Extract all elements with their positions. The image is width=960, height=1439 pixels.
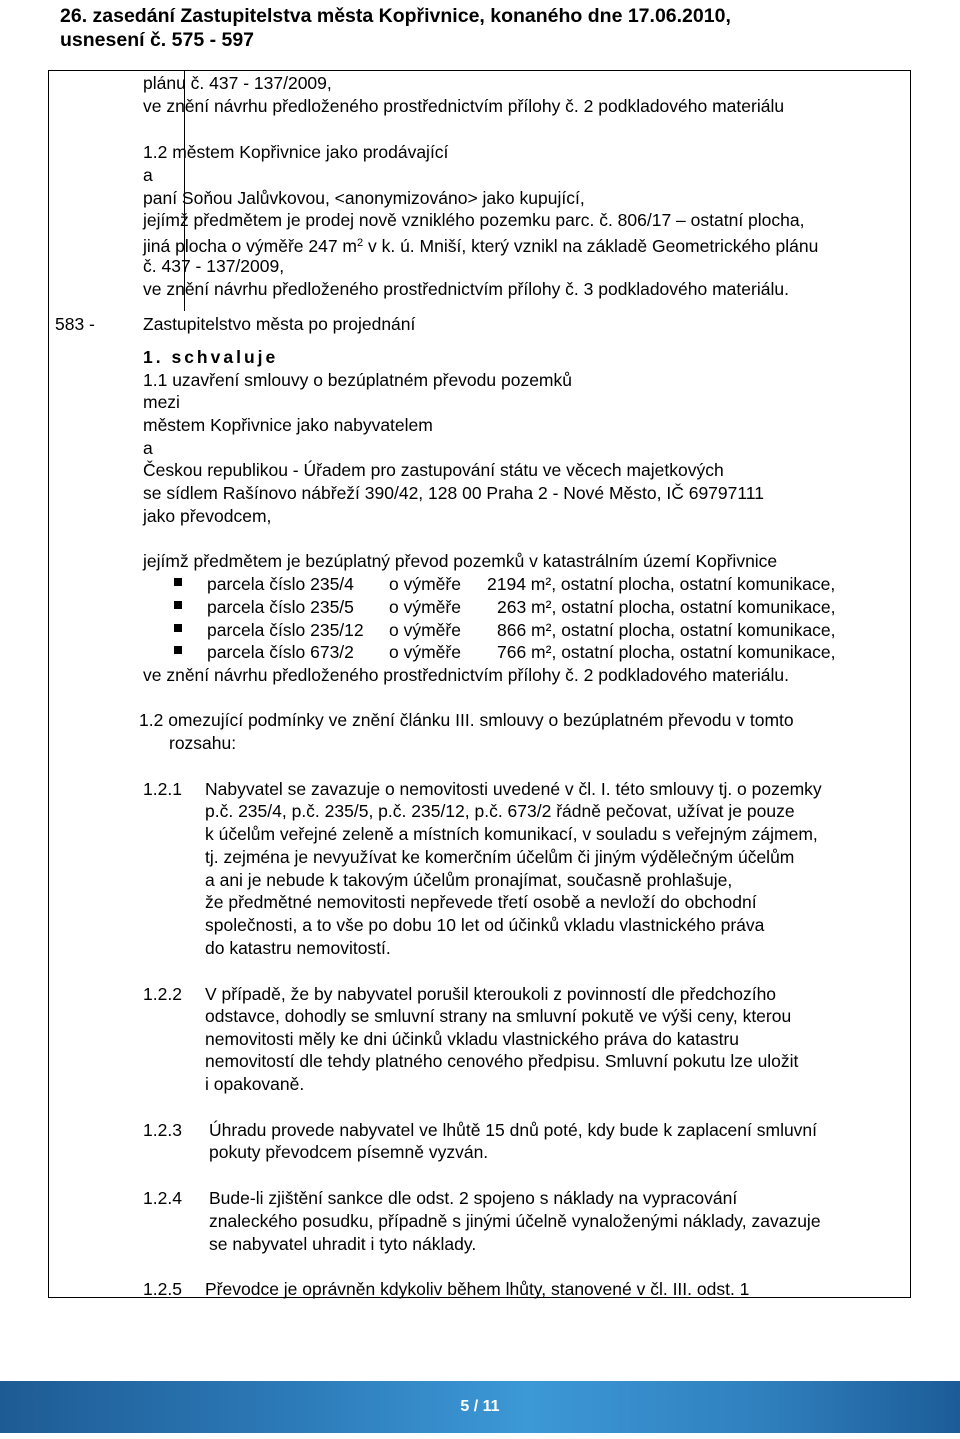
clause-number: 1.2.5 xyxy=(143,1279,182,1299)
resolution-intro: Zastupitelstvo města po projednání xyxy=(143,314,416,334)
parcel-area-label: o výměře xyxy=(389,642,461,662)
text-line: ve znění návrhu předloženého prostřednictvím přílohy č. 2 podkladového materiálu. xyxy=(143,665,789,685)
bullet-icon xyxy=(174,624,182,632)
text-line: odstavce, dohodly se smluvní strany na smluvní pokutě ve výši ceny, kterou xyxy=(205,1006,792,1026)
text-line: znaleckého posudku, případně s jinými účelně vynaloženými náklady, zavazuje xyxy=(209,1211,821,1231)
text-line: pokuty převodcem písemně vyzván. xyxy=(209,1142,489,1162)
clause-number: 1.2.3 xyxy=(143,1120,182,1140)
parcel-area: 866 m², ostatní plocha, ostatní komunikace, xyxy=(497,620,836,640)
text-line: 1.1 uzavření smlouvy o bezúplatném převodu pozemků xyxy=(143,370,572,390)
text-line: nemovitostí dle tehdy platného cenového předpisu. Smluvní pokutu lze uložit xyxy=(205,1051,799,1071)
text-line: městem Kopřivnice jako nabyvatelem xyxy=(143,415,433,435)
parcel-name: parcela číslo 235/4 xyxy=(207,574,354,594)
text-line: i opakovaně. xyxy=(205,1074,305,1094)
text-line: 1.2 městem Kopřivnice jako prodávající xyxy=(143,142,449,162)
text-line: Převodce je oprávněn kdykoliv během lhůty, stanovené v čl. III. odst. 1 xyxy=(205,1279,750,1299)
parcel-area: 263 m², ostatní plocha, ostatní komunikace, xyxy=(497,597,836,617)
parcel-name: parcela číslo 673/2 xyxy=(207,642,354,662)
text-line: že předmětné nemovitosti nepřevede třetí osobě a nevloží do obchodní xyxy=(205,892,757,912)
parcel-area-label: o výměře xyxy=(389,597,461,617)
text-line: Úhradu provede nabyvatel ve lhůtě 15 dnů poté, kdy bude k zaplacení smluvní xyxy=(209,1120,818,1140)
page-number: 5 / 11 xyxy=(460,1398,500,1415)
text-line: a xyxy=(143,438,153,458)
superscript: 2 xyxy=(357,237,364,249)
document-header xyxy=(60,4,920,52)
conditions-line: rozsahu: xyxy=(169,733,237,753)
text-line: a ani je nebude k takovým účelům pronajímat, současně prohlašuje, xyxy=(205,870,733,890)
text-line: tj. zejména je nevyužívat ke komerčním účelům či jiným výdělečným účelům xyxy=(205,847,795,867)
clause-number: 1.2.1 xyxy=(143,779,182,799)
parcel-area: 2194 m², ostatní plocha, ostatní komunikace, xyxy=(487,574,836,594)
text-line: společnosti, a to vše po dobu 10 let od účinků vkladu vlastnického práva xyxy=(205,915,765,935)
text-line: plánu č. 437 - 137/2009, xyxy=(143,73,332,93)
conditions-line: 1.2 omezující podmínky ve znění článku III. smlouvy o bezúplatném převodu v tomto xyxy=(139,710,794,730)
text-line: ve znění návrhu předloženého prostřednictvím přílohy č. 3 podkladového materiálu. xyxy=(143,279,789,299)
parcel-area: 766 m², ostatní plocha, ostatní komunikace, xyxy=(497,642,836,662)
parcel-area-label: o výměře xyxy=(389,574,461,594)
text-line: paní Soňou Jalůvkovou, <anonymizováno> jako kupující, xyxy=(143,188,585,208)
text-line: nemovitosti měly ke dni účinků vkladu vlastnického práva do katastru xyxy=(205,1029,740,1049)
bullet-icon xyxy=(174,646,182,654)
text-line: jiná plocha o výměře 247 $m^2$ v k. ú. Mniší, který vznikl na základě Geometrického plánu xyxy=(143,236,819,256)
resolution-verb: 1. schvaluje xyxy=(143,347,279,367)
text-line: p.č. 235/4, p.č. 235/5, p.č. 235/12, p.č. 673/2 řádně pečovat, užívat je pouze xyxy=(205,801,795,821)
resolution-number: 583 - xyxy=(55,314,95,334)
text-line: č. 437 - 137/2009, xyxy=(143,256,285,276)
header-line-2: usnesení č. 575 - 597 xyxy=(60,29,255,51)
text-line: V případě, že by nabyvatel porušil kteroukoli z povinností dle předchozího xyxy=(205,984,777,1004)
clause-number: 1.2.2 xyxy=(143,984,182,1004)
text-line: do katastru nemovitostí. xyxy=(205,938,391,958)
text-line: k účelům veřejné zeleně a místních komunikací, v souladu s veřejným zájmem, xyxy=(205,824,818,844)
clause-number: 1.2.4 xyxy=(143,1188,182,1208)
text-line: ve znění návrhu předloženého prostřednictvím přílohy č. 2 podkladového materiálu xyxy=(143,96,785,116)
parcel-area-label: o výměře xyxy=(389,620,461,640)
text-line: jako převodcem, xyxy=(143,506,272,526)
bullet-icon xyxy=(174,601,182,609)
text-line: jejímž předmětem je prodej nově vzniklého pozemku parc. č. 806/17 – ostatní plocha, xyxy=(143,210,805,230)
text-line: se nabyvatel uhradit i tyto náklady. xyxy=(209,1234,477,1254)
header-line-1: 26. zasedání Zastupitelstva města Kopřivnice, konaného dne 17.06.2010, xyxy=(60,5,731,27)
subject-line: jejímž předmětem je bezúplatný převod pozemků v katastrálním území Kopřivnice xyxy=(143,551,778,571)
parcel-name: parcela číslo 235/5 xyxy=(207,597,354,617)
page-footer xyxy=(0,1381,960,1433)
bullet-icon xyxy=(174,578,182,586)
text-line: mezi xyxy=(143,392,180,412)
parcel-name: parcela číslo 235/12 xyxy=(207,620,364,640)
text-line: se sídlem Rašínovo nábřeží 390/42, 128 00 Praha 2 - Nové Město, IČ 69797111 xyxy=(143,483,764,503)
text-line: Nabyvatel se zavazuje o nemovitosti uvedené v čl. I. této smlouvy tj. o pozemky xyxy=(205,779,822,799)
text-line: Českou republikou - Úřadem pro zastupování státu ve věcech majetkových xyxy=(143,460,724,480)
text-line: a xyxy=(143,165,153,185)
text-line: Bude-li zjištění sankce dle odst. 2 spojeno s náklady na vypracování xyxy=(209,1188,738,1208)
